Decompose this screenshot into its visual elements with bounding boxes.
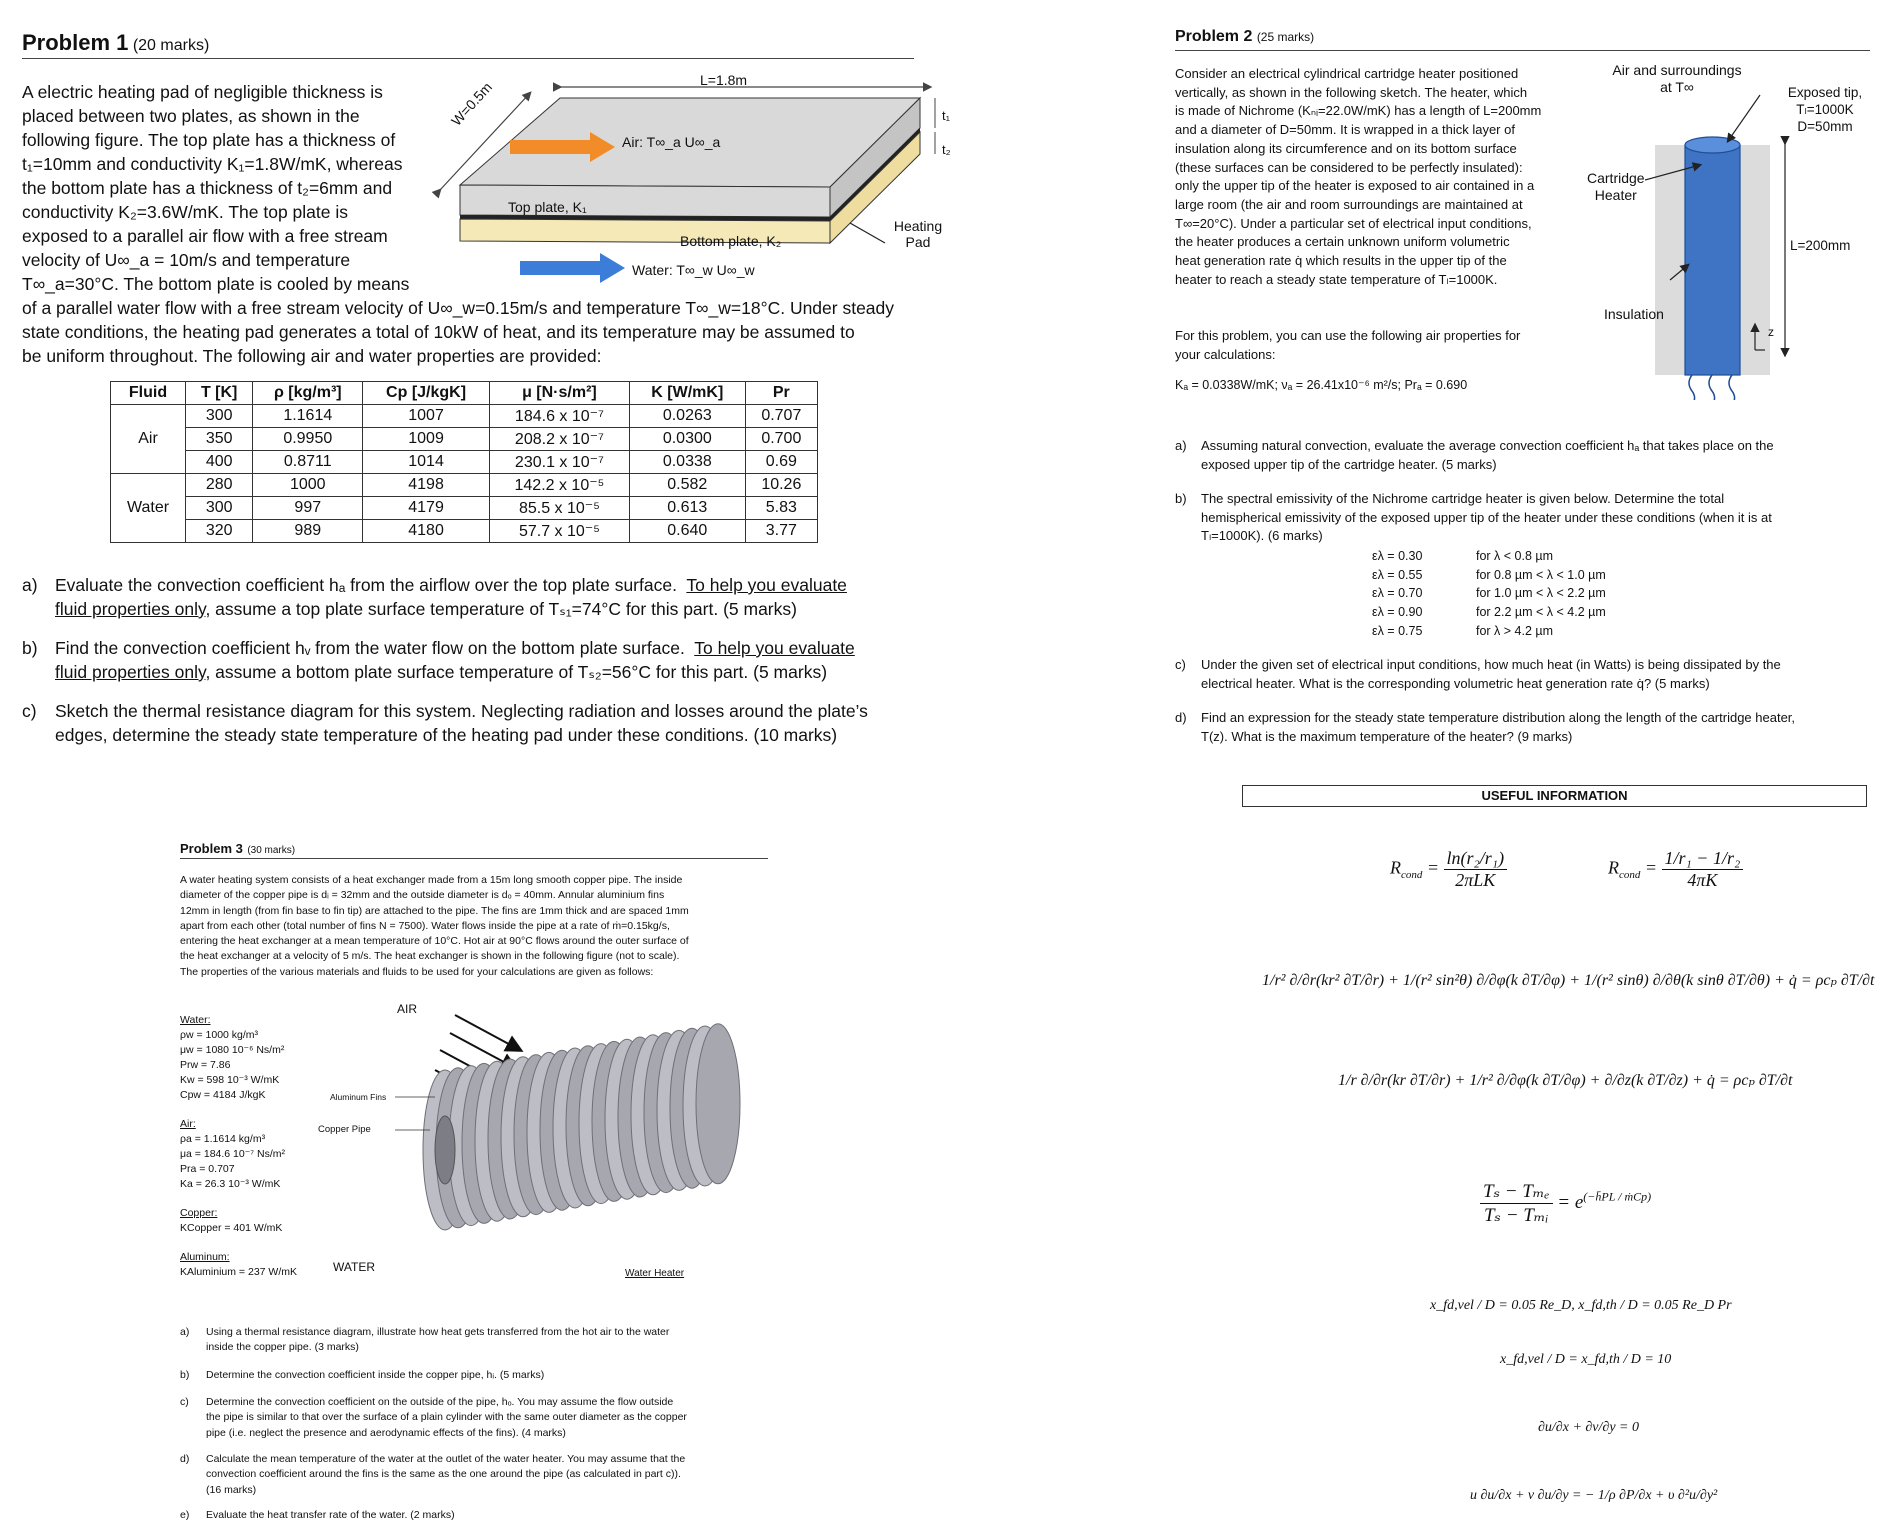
question-underline: fluid properties only xyxy=(55,662,206,682)
eq-entry-length: x_fd,vel / D = 0.05 Re_D, x_fd,th / D = 0.05 Re_D Pr xyxy=(1430,1298,1732,1313)
eq-exponential xyxy=(1480,1180,1651,1227)
material-heading: Aluminum: xyxy=(180,1251,230,1263)
table-cell: 0.0338 xyxy=(629,451,745,474)
table-row xyxy=(111,474,818,497)
list-item xyxy=(1372,622,1606,641)
eq-rcond-num: 1/r₁ − 1/r₂ xyxy=(1662,848,1744,870)
p1-title: Problem 1 xyxy=(22,30,129,55)
question-text: Using a thermal resistance diagram, illustrate how heat gets transferred from the hot air to the water xyxy=(206,1326,670,1338)
table-cell: 1000 xyxy=(253,474,363,497)
question-text: convection coefficient around the fins is the same as the one around the pipe (as calculated in part c)). xyxy=(206,1468,681,1481)
emissivity-range: for 0.8 µm < λ < 1.0 µm xyxy=(1476,567,1606,582)
table-cell: 142.2 x 10⁻⁵ xyxy=(489,474,629,497)
question-text: Determine the convection coefficient inside the copper pipe, hᵢ. (5 marks) xyxy=(206,1369,545,1381)
p3-fig-air: AIR xyxy=(397,1002,418,1016)
p1-question-b xyxy=(22,636,922,684)
p1-fig-length: L=1.8m xyxy=(700,72,748,88)
p1-line: t₁=10mm and conductivity K₁=1.8W/mK, whereas xyxy=(22,154,403,174)
emissivity-list xyxy=(1372,547,1606,641)
question-underline: fluid properties only xyxy=(55,599,206,619)
fluid-cell: Air xyxy=(111,405,186,474)
material-line: Cpw = 4184 J/kgK xyxy=(180,1089,266,1101)
p1-line: state conditions, the heating pad generates a total of 10kW of heat, and its temperature may be assumed to xyxy=(22,322,855,342)
material-copper xyxy=(180,1206,297,1236)
question-text: , assume a top plate surface temperature of Tₛ₁=74°C for this part. (5 marks) xyxy=(205,599,797,619)
p2-line: heat generation rate q̇ which results in the upper tip of the xyxy=(1175,253,1507,269)
question-text: Under the given set of electrical input conditions, how much heat (in Watts) is being dissipated by the xyxy=(1201,657,1781,672)
p1-line: placed between two plates, as shown in the xyxy=(22,106,360,126)
eq-rcond-num: ln(r₂/r₁) xyxy=(1444,848,1508,870)
p1-line: be uniform throughout. The following air and water properties are provided: xyxy=(22,346,602,366)
table-header: ρ [kg/m³] xyxy=(253,382,363,405)
p3-title: Problem 3 xyxy=(180,841,243,856)
p1-line: of a parallel water flow with a free stream velocity of U∞_w=0.15m/s and temperature T∞_w=18°C. Under steady xyxy=(22,298,895,318)
p3-fig-water: WATER xyxy=(333,1260,375,1274)
table-cell: 320 xyxy=(186,520,253,543)
p3-question-e xyxy=(180,1508,770,1523)
table-cell: 350 xyxy=(186,428,253,451)
table-cell: 0.613 xyxy=(629,497,745,520)
p2-header xyxy=(1175,28,1870,51)
table-row xyxy=(111,428,818,451)
material-line: Pra = 0.707 xyxy=(180,1163,235,1175)
p2-question-d xyxy=(1175,709,1880,746)
table-header: K [W/mK] xyxy=(629,382,745,405)
table-header: T [K] xyxy=(186,382,253,405)
table-cell: 0.0263 xyxy=(629,405,745,428)
p3-line: The properties of the various materials and fluids to be used for your calculations are given as follows: xyxy=(180,965,654,978)
useful-info-title: USEFUL INFORMATION xyxy=(1481,788,1628,803)
table-cell: 1007 xyxy=(363,405,490,428)
p3-question-a xyxy=(180,1325,770,1356)
p3-header xyxy=(180,840,768,859)
question-text: Determine the convection coefficient on the outside of the pipe, hₒ. You may assume the flow outside xyxy=(206,1396,674,1408)
p1-line: velocity of U∞_a = 10m/s and temperature xyxy=(22,250,351,270)
material-line: Prw = 7.86 xyxy=(180,1059,231,1071)
material-line: Ka = 26.3 10⁻³ W/mK xyxy=(180,1178,281,1190)
p2-fig-tip-line: Exposed tip, xyxy=(1787,85,1863,100)
eq-heat-spherical: 1/r² ∂/∂r(kr² ∂T/∂r) + 1/(r² sin²θ) ∂/∂φ(k ∂T/∂φ) + 1/(r² sinθ) ∂/∂θ(k sinθ ∂T/∂θ) + q̇ = ρcₚ ∂T/∂t xyxy=(1262,972,1875,989)
p1-line: conductivity K₂=3.6W/mK. The top plate is xyxy=(22,202,348,222)
p3-marks: (30 marks) xyxy=(247,845,296,856)
eq-rcond-symbol: R xyxy=(1608,857,1619,878)
p3-line: apart from each other (total number of fins N = 7500). Water flows inside the pipe at a rate of ṁ=0.15kg/s, xyxy=(180,919,670,932)
eq-momentum: u ∂u/∂x + v ∂u/∂y = − 1/ρ ∂P/∂x + υ ∂²u/∂y² xyxy=(1470,1488,1718,1503)
table-cell: 5.83 xyxy=(745,497,817,520)
question-label: b) xyxy=(180,1369,190,1381)
material-aluminum xyxy=(180,1250,297,1280)
table-cell: 230.1 x 10⁻⁷ xyxy=(489,451,629,474)
table-cell: 4180 xyxy=(363,520,490,543)
p3-line: A water heating system consists of a heat exchanger made from a 15m long smooth copper pipe. The inside xyxy=(180,874,683,886)
p2-fig-tip xyxy=(1760,84,1890,135)
p1-fig-width: W=0.5m xyxy=(448,78,496,129)
eq-exp-num: Tₛ − Tₘₑ xyxy=(1480,1180,1553,1204)
table-row xyxy=(111,405,818,428)
table-cell: 10.26 xyxy=(745,474,817,497)
material-line: ρa = 1.1614 kg/m³ xyxy=(180,1133,266,1145)
p3-question-b xyxy=(180,1368,770,1383)
table-cell: 1009 xyxy=(363,428,490,451)
p2-line: heater to reach a steady state temperature of Tₗ=1000K. xyxy=(1175,271,1498,287)
p1-fig-heating-pad: Heating Pad xyxy=(893,218,943,250)
material-line: μw = 1080 10⁻⁶ Ns/m² xyxy=(180,1044,285,1056)
p2-line: insulation along its circumference and on its bottom surface xyxy=(1175,140,1517,156)
table-cell: 0.582 xyxy=(629,474,745,497)
eq-rcond-den: 4πK xyxy=(1687,870,1718,890)
p2-question-a xyxy=(1175,437,1880,474)
fin-stack xyxy=(423,1024,740,1230)
eq-exp-den: Tₛ − Tₘᵢ xyxy=(1483,1205,1549,1226)
p3-line: 12mm in length (from fin base to fin tip) are attached to the pipe. The fins are 1mm thick and are spaced 1mm xyxy=(180,904,689,917)
emissivity-value: ελ = 0.90 xyxy=(1372,605,1423,620)
p2-props-intro xyxy=(1175,326,1520,364)
p2-props-intro-line: your calculations: xyxy=(1175,347,1276,362)
question-label: b) xyxy=(22,638,38,658)
p1-line: the bottom plate has a thickness of t₂=6mm and xyxy=(22,178,393,198)
table-row xyxy=(111,520,818,543)
question-text: T(z). What is the maximum temperature of the heater? (9 marks) xyxy=(1201,728,1573,744)
p1-question-c xyxy=(22,699,922,747)
p1-fig-t1: t₁ xyxy=(942,108,950,123)
copper-pipe-opening xyxy=(435,1116,455,1184)
p1-fig-bottom-plate: Bottom plate, K₂ xyxy=(680,233,782,249)
table-cell: 400 xyxy=(186,451,253,474)
table-cell: 300 xyxy=(186,497,253,520)
table-cell: 0.8711 xyxy=(253,451,363,474)
p1-fig-t2: t₂ xyxy=(942,142,951,157)
p1-fig-top-plate: Top plate, K₁ xyxy=(508,199,587,215)
material-line: KAluminium = 237 W/mK xyxy=(180,1266,297,1278)
eq-entry-length-2: x_fd,vel / D = x_fd,th / D = 10 xyxy=(1500,1352,1672,1367)
table-header: μ [N·s/m²] xyxy=(489,382,629,405)
p2-line: Consider an electrical cylindrical cartridge heater positioned xyxy=(1175,66,1519,81)
question-label: d) xyxy=(180,1453,190,1465)
question-text: The spectral emissivity of the Nichrome cartridge heater is given below. Determine the total xyxy=(1201,491,1725,506)
eq-rcond-den: 2πLK xyxy=(1455,870,1496,890)
table-header: Pr xyxy=(745,382,817,405)
question-label: a) xyxy=(180,1326,190,1338)
question-underline: To help you evaluate xyxy=(694,638,855,658)
p2-fig-air xyxy=(1602,62,1752,96)
question-text: electrical heater. What is the corresponding volumetric heat generation rate q̇? (5 marks) xyxy=(1201,675,1710,691)
p1-line: T∞_a=30°C. The bottom plate is cooled by means xyxy=(22,274,410,294)
p2-line: (these surfaces can be considered to be perfectly insulated): xyxy=(1175,159,1523,175)
p2-line: large room (the air and room surroundings are maintained at xyxy=(1175,196,1523,212)
table-cell: 208.2 x 10⁻⁷ xyxy=(489,428,629,451)
table-cell: 0.9950 xyxy=(253,428,363,451)
p2-fig-air-line: at T∞ xyxy=(1660,79,1694,95)
eq-rcond-sphere: $R_{cond}$ = $\frac{\text{1/r₁ − 1/r₂}}{4\pi K}$ xyxy=(1608,848,1743,891)
emissivity-range: for 1.0 µm < λ < 2.2 µm xyxy=(1476,586,1606,601)
question-label: e) xyxy=(180,1509,190,1521)
table-cell: 184.6 x 10⁻⁷ xyxy=(489,405,629,428)
table-cell: 0.0300 xyxy=(629,428,745,451)
question-text: pipe (i.e. neglect the presence and aerodynamic effects of the fins). (4 marks) xyxy=(206,1426,566,1439)
eq-exp-power: (−h̄PL / ṁCp) xyxy=(1583,1189,1652,1204)
table-cell: 1.1614 xyxy=(253,405,363,428)
question-label: a) xyxy=(1175,438,1187,453)
material-line: ρw = 1000 kg/m³ xyxy=(180,1029,259,1041)
p2-line: T∞=20°C). Under a particular set of electrical input conditions, xyxy=(1175,215,1532,231)
p3-materials xyxy=(180,1013,297,1280)
p1-paragraph-full xyxy=(22,296,922,368)
question-text: Sketch the thermal resistance diagram for this system. Neglecting radiation and losses around the plate’s xyxy=(55,701,868,721)
p2-fig-cartridge-line: Heater xyxy=(1594,187,1637,203)
table-cell: 57.7 x 10⁻⁵ xyxy=(489,520,629,543)
question-text: hemispherical emissivity of the exposed upper tip of the heater under these conditions (when it is at xyxy=(1201,509,1772,525)
table-header: Fluid xyxy=(111,382,186,405)
question-underline: To help you evaluate xyxy=(686,575,847,595)
material-heading: Water: xyxy=(180,1014,211,1026)
question-label: c) xyxy=(22,701,37,721)
p3-fig-heater: Water Heater xyxy=(625,1268,685,1279)
list-item xyxy=(1372,566,1606,585)
p2-line: only the upper tip of the heater is exposed to air contained in a xyxy=(1175,178,1535,194)
list-item xyxy=(1372,547,1606,566)
emissivity-value: ελ = 0.70 xyxy=(1372,586,1423,601)
question-text: exposed upper tip of the cartridge heater. (5 marks) xyxy=(1201,456,1497,472)
table-cell: 0.69 xyxy=(745,451,817,474)
p2-fig-insulation: Insulation xyxy=(1604,306,1664,322)
useful-info-header xyxy=(1242,785,1867,807)
eq-continuity: ∂u/∂x + ∂v/∂y = 0 xyxy=(1538,1420,1639,1435)
question-label: a) xyxy=(22,575,38,595)
p2-fig-z: z xyxy=(1768,325,1774,339)
p2-air-props: Kₐ = 0.0338W/mK; νₐ = 26.41x10⁻⁶ m²/s; Prₐ = 0.690 xyxy=(1175,378,1468,392)
p2-line: is made of Nichrome (Kₙᵢ=22.0W/mK) has a length of L=200mm xyxy=(1175,103,1542,119)
material-line: μa = 184.6 10⁻⁷ Ns/m² xyxy=(180,1148,285,1160)
question-text: , assume a bottom plate surface temperature of Tₛ₂=56°C for this part. (5 marks) xyxy=(205,662,828,682)
p1-fig-water: Water: T∞_w U∞_w xyxy=(632,262,755,278)
p2-line: the heater produces a certain unknown uniform volumetric xyxy=(1175,234,1510,250)
list-item xyxy=(1372,584,1606,603)
p1-plate-figure xyxy=(430,65,970,295)
table-cell: 4179 xyxy=(363,497,490,520)
question-text: Find an expression for the steady state temperature distribution along the length of the cartridge heater, xyxy=(1201,710,1796,725)
material-heading: Air: xyxy=(180,1118,196,1130)
question-label: c) xyxy=(180,1396,189,1408)
p1-question-a xyxy=(22,573,922,621)
table-row xyxy=(111,451,818,474)
p3-paragraph xyxy=(180,873,775,980)
question-label: c) xyxy=(1175,657,1186,672)
p3-line: the heat exchanger at a velocity of 5 m/s. The heat exchanger is shown in the following figure (not to scale). xyxy=(180,950,680,963)
table-cell: 300 xyxy=(186,405,253,428)
p2-line: vertically, as shown in the following sketch. The heater, which xyxy=(1175,84,1528,100)
material-line: KCopper = 401 W/mK xyxy=(180,1222,283,1234)
emissivity-range: for λ < 0.8 µm xyxy=(1476,549,1554,563)
material-heading: Copper: xyxy=(180,1207,218,1219)
p1-properties-table xyxy=(110,381,818,543)
question-text: Tₗ=1000K). (6 marks) xyxy=(1201,528,1323,544)
p3-line: diameter of the copper pipe is dᵢ = 32mm and the outside diameter is dₒ = 40mm. Annular aluminium fins xyxy=(180,889,665,902)
p2-props-intro-line: For this problem, you can use the following air properties for xyxy=(1175,328,1521,343)
table-cell: 85.5 x 10⁻⁵ xyxy=(489,497,629,520)
question-text: the pipe is similar to that over the surface of a plain cylinder with the same outer diameter as the copper xyxy=(206,1411,687,1424)
eq-rcond-symbol: R xyxy=(1390,857,1401,878)
table-cell: 4198 xyxy=(363,474,490,497)
question-text: inside the copper pipe. (3 marks) xyxy=(206,1341,359,1354)
p3-line: entering the heat exchanger at a mean temperature of 10°C. Hot air at 90°C flows around the outer surface of xyxy=(180,935,689,948)
emissivity-value: ελ = 0.55 xyxy=(1372,567,1423,582)
material-water xyxy=(180,1013,297,1103)
p3-question-c xyxy=(180,1395,770,1441)
table-cell: 997 xyxy=(253,497,363,520)
question-text: Evaluate the heat transfer rate of the water. (2 marks) xyxy=(206,1509,455,1521)
eq-heat-cylindrical: 1/r ∂/∂r(kr ∂T/∂r) + 1/r² ∂/∂φ(k ∂T/∂φ) + ∂/∂z(k ∂T/∂z) + q̇ = ρcₚ ∂T/∂t xyxy=(1338,1072,1793,1089)
table-header: Cp [J/kgK] xyxy=(363,382,490,405)
table-cell: 0.707 xyxy=(745,405,817,428)
p1-line: exposed to a parallel air flow with a free stream xyxy=(22,226,388,246)
p2-fig-tip-line: Tₗ=1000K xyxy=(1796,102,1854,117)
p2-fig-cartridge xyxy=(1587,170,1645,204)
p2-marks: (25 marks) xyxy=(1256,30,1315,44)
table-cell: 280 xyxy=(186,474,253,497)
p1-fig-air: Air: T∞_a U∞_a xyxy=(622,134,721,150)
table-cell: 3.77 xyxy=(745,520,817,543)
material-line: Kw = 598 10⁻³ W/mK xyxy=(180,1074,280,1086)
p2-paragraph xyxy=(1175,65,1575,289)
p2-fig-tip-line: D=50mm xyxy=(1797,119,1853,134)
p2-fig-cartridge-line: Cartridge xyxy=(1587,170,1645,186)
p1-marks: (20 marks) xyxy=(132,37,210,54)
table-cell: 0.700 xyxy=(745,428,817,451)
question-text: Evaluate the convection coefficient hₐ from the airflow over the top plate surface. xyxy=(55,575,677,595)
p2-fig-air-line: Air and surroundings xyxy=(1612,62,1742,78)
question-text: Find the convection coefficient hᵥ from the water flow on the bottom plate surface. xyxy=(55,638,685,658)
p2-question-c xyxy=(1175,656,1880,693)
p2-question-b xyxy=(1175,490,1880,546)
p3-heat-exchanger-figure xyxy=(395,995,795,1285)
emissivity-range: for λ > 4.2 µm xyxy=(1476,623,1554,638)
p1-line: following figure. The top plate has a thickness of xyxy=(22,130,396,150)
question-text: edges, determine the steady state temperature of the heating pad under these conditions. (10 marks) xyxy=(55,725,838,745)
p1-paragraph xyxy=(22,80,422,296)
question-text: Calculate the mean temperature of the water at the outlet of the water heater. You may assume that the xyxy=(206,1453,686,1465)
p3-fig-pipe: Copper Pipe xyxy=(318,1124,371,1135)
p1-line: A electric heating pad of negligible thickness is xyxy=(22,82,383,102)
p2-title: Problem 2 xyxy=(1175,28,1253,45)
question-label: b) xyxy=(1175,491,1187,506)
p2-fig-length: L=200mm xyxy=(1790,238,1851,253)
aluminum-fin xyxy=(696,1024,740,1184)
table-cell: 989 xyxy=(253,520,363,543)
table-cell: 1014 xyxy=(363,451,490,474)
p3-fig-fins: Aluminum Fins xyxy=(330,1092,387,1102)
material-air xyxy=(180,1117,297,1192)
emissivity-range: for 2.2 µm < λ < 4.2 µm xyxy=(1476,605,1606,620)
eq-rcond-cylinder: $R_{cond}$ = $\frac{\text{ln(r₂/r₁)}}{\text{2πLK}}$ xyxy=(1390,848,1507,891)
question-text: (16 marks) xyxy=(206,1483,257,1496)
eq-exp-rhs: = e xyxy=(1557,1191,1584,1213)
question-label: d) xyxy=(1175,710,1187,725)
emissivity-value: ελ = 0.75 xyxy=(1372,623,1423,638)
emissivity-value: ελ = 0.30 xyxy=(1372,549,1423,563)
p1-header xyxy=(22,30,914,59)
p3-question-d xyxy=(180,1452,770,1498)
table-row xyxy=(111,497,818,520)
p2-line: and a diameter of D=50mm. It is wrapped in a thick layer of xyxy=(1175,122,1515,138)
fluid-cell: Water xyxy=(111,474,186,543)
list-item xyxy=(1372,603,1606,622)
table-cell: 0.640 xyxy=(629,520,745,543)
question-text: Assuming natural convection, evaluate the average convection coefficient hₐ that takes place on the xyxy=(1201,438,1774,453)
